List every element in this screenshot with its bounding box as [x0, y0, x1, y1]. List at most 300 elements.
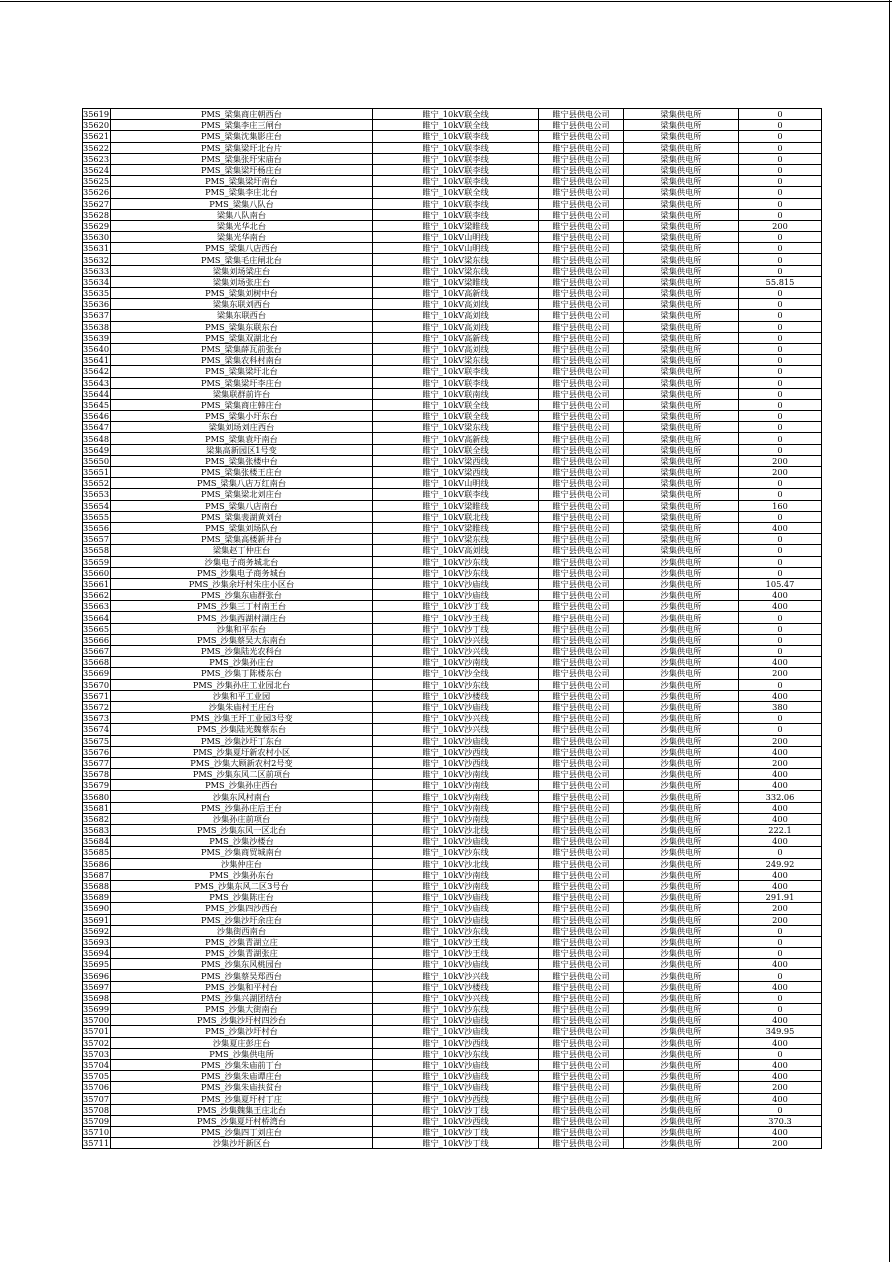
table-row [83, 321, 822, 332]
feeder-line-cell: 睢宁_10kV高新线 [373, 332, 539, 343]
station-cell: 沙集供电所 [624, 1048, 739, 1059]
row-id-cell: 35664 [83, 612, 110, 623]
row-id-cell: 35639 [83, 332, 110, 343]
capacity-cell: 0 [739, 232, 822, 243]
station-cell: 梁集供电所 [624, 321, 739, 332]
row-id-cell: 35631 [83, 243, 110, 254]
transformer-name-cell: PMS_沙集陈庄台 [111, 892, 373, 903]
capacity-cell: 0 [739, 411, 822, 422]
row-id-cell: 35649 [83, 444, 110, 455]
table-row [83, 612, 822, 623]
row-id-cell: 35693 [83, 936, 110, 947]
transformer-name-cell: PMS_沙集四沙西台 [111, 903, 373, 914]
feeder-line-cell: 睢宁_10kV沙庙线 [373, 1015, 539, 1026]
station-cell: 沙集供电所 [624, 1104, 739, 1115]
transformer-name-cell: PMS_沙集王圩工业园3号变 [111, 713, 373, 724]
row-id-cell: 35705 [83, 1071, 110, 1082]
row-id-cell: 35656 [83, 523, 110, 534]
company-cell: 睢宁县供电公司 [539, 590, 624, 601]
table-row [83, 299, 822, 310]
transformer-name-cell: PMS_梁集张楼王庄台 [111, 467, 373, 478]
table-row [83, 802, 822, 813]
station-cell: 沙集供电所 [624, 623, 739, 634]
row-id-cell: 35648 [83, 433, 110, 444]
feeder-line-cell: 睢宁_10kV高刘线 [373, 545, 539, 556]
feeder-line-cell: 睢宁_10kV梁睢线 [373, 522, 539, 533]
company-cell: 睢宁县供电公司 [539, 914, 624, 925]
feeder-line-cell: 睢宁_10kV沙楼线 [373, 981, 539, 992]
feeder-line-cell: 睢宁_10kV联全线 [373, 120, 539, 131]
row-id-cell: 35701 [83, 1026, 110, 1037]
table-row [83, 343, 822, 354]
table-row [83, 1115, 822, 1126]
station-cell: 沙集供电所 [624, 1015, 739, 1026]
feeder-line-cell: 睢宁_10kV沙西线 [373, 1115, 539, 1126]
station-cell: 梁集供电所 [624, 534, 739, 545]
capacity-cell: 0 [739, 299, 822, 310]
transformer-name-cell: PMS_沙集朱庙谭庄台 [111, 1071, 373, 1082]
feeder-line-cell: 睢宁_10kV沙南线 [373, 769, 539, 780]
capacity-cell: 400 [739, 690, 822, 701]
station-cell: 沙集供电所 [624, 959, 739, 970]
company-cell: 睢宁县供电公司 [539, 690, 624, 701]
transformer-name-cell: PMS_沙集沙楼台 [111, 836, 373, 847]
company-cell: 睢宁县供电公司 [539, 903, 624, 914]
capacity-cell: 0 [739, 310, 822, 321]
station-cell: 沙集供电所 [624, 825, 739, 836]
capacity-cell: 105.47 [739, 578, 822, 589]
capacity-cell: 0 [739, 623, 822, 634]
transformer-name-cell: PMS_沙集和平村台 [111, 981, 373, 992]
transformer-name-cell: PMS_沙集朱庙扶贫台 [111, 1082, 373, 1093]
capacity-cell: 0 [739, 209, 822, 220]
capacity-cell: 400 [739, 869, 822, 880]
transformer-name-cell: PMS_沙集孙庄后王台 [111, 802, 373, 813]
transformer-name-cell: PMS_沙集东风二区前项台 [111, 769, 373, 780]
transformer-name-cell: 梁集刘场梁庄台 [111, 265, 373, 276]
station-cell: 梁集供电所 [624, 377, 739, 388]
company-cell: 睢宁县供电公司 [539, 388, 624, 399]
table-row [83, 601, 822, 612]
company-cell: 睢宁县供电公司 [539, 153, 624, 164]
station-cell: 沙集供电所 [624, 847, 739, 858]
table-row [83, 735, 822, 746]
row-id-cell: 35676 [83, 746, 110, 757]
transformer-name-cell: 沙集夏庄彭庄台 [111, 1037, 373, 1048]
table-row [83, 1048, 822, 1059]
transformer-name-cell: PMS_沙集四丁刘庄台 [111, 1127, 373, 1138]
company-cell: 睢宁县供电公司 [539, 1115, 624, 1126]
table-row [83, 1127, 822, 1138]
company-cell: 睢宁县供电公司 [539, 813, 624, 824]
station-cell: 梁集供电所 [624, 164, 739, 175]
capacity-cell: 0 [739, 254, 822, 265]
company-cell: 睢宁县供电公司 [539, 567, 624, 578]
capacity-cell: 0 [739, 634, 822, 645]
table-row [83, 836, 822, 847]
capacity-cell: 400 [739, 813, 822, 824]
table-row [83, 478, 822, 489]
row-id-cell: 35641 [83, 355, 110, 366]
station-cell: 梁集供电所 [624, 220, 739, 231]
table-row [83, 164, 822, 175]
table-row [83, 187, 822, 198]
table-row [83, 959, 822, 970]
station-cell: 沙集供电所 [624, 757, 739, 768]
station-cell: 梁集供电所 [624, 489, 739, 500]
row-id-cell: 35627 [83, 198, 110, 209]
table-row [83, 131, 822, 142]
feeder-line-cell: 睢宁_10kV沙楼线 [373, 690, 539, 701]
capacity-cell: 0 [739, 713, 822, 724]
feeder-line-cell: 睢宁_10kV沙庙线 [373, 1059, 539, 1070]
capacity-cell: 0 [739, 444, 822, 455]
row-id-cell: 35681 [83, 802, 110, 813]
table-row [83, 858, 822, 869]
station-cell: 沙集供电所 [624, 802, 739, 813]
station-cell: 沙集供电所 [624, 578, 739, 589]
capacity-cell: 200 [739, 903, 822, 914]
company-cell: 睢宁县供电公司 [539, 1037, 624, 1048]
capacity-cell: 400 [739, 1093, 822, 1104]
feeder-line-cell: 睢宁_10kV沙南线 [373, 780, 539, 791]
capacity-cell: 55.815 [739, 276, 822, 287]
company-cell: 睢宁县供电公司 [539, 679, 624, 690]
capacity-cell: 200 [739, 668, 822, 679]
table-row [83, 1082, 822, 1093]
table-row [83, 220, 822, 231]
feeder-line-cell: 睢宁_10kV沙南线 [373, 880, 539, 891]
table-row [83, 522, 822, 533]
row-id-cell: 35711 [83, 1138, 110, 1149]
table-row [83, 422, 822, 433]
company-cell: 睢宁县供电公司 [539, 545, 624, 556]
station-cell: 梁集供电所 [624, 232, 739, 243]
station-cell: 沙集供电所 [624, 836, 739, 847]
transformer-name-cell: 沙集沙圩新区台 [111, 1138, 373, 1149]
transformer-name-cell: PMS_沙集夏圩村丁庄 [111, 1093, 373, 1104]
row-id-cell: 35643 [83, 377, 110, 388]
row-id-cell: 35710 [83, 1127, 110, 1138]
company-cell: 睢宁县供电公司 [539, 131, 624, 142]
capacity-cell: 400 [739, 601, 822, 612]
table-row [83, 556, 822, 567]
company-cell: 睢宁县供电公司 [539, 825, 624, 836]
table-row [83, 534, 822, 545]
company-cell: 睢宁县供电公司 [539, 343, 624, 354]
company-cell: 睢宁县供电公司 [539, 668, 624, 679]
transformer-name-cell: PMS_梁集梁北刘庄台 [111, 489, 373, 500]
station-cell: 沙集供电所 [624, 880, 739, 891]
feeder-line-cell: 睢宁_10kV高刘线 [373, 321, 539, 332]
row-id-cell: 35637 [83, 310, 110, 321]
capacity-cell: 291.91 [739, 892, 822, 903]
row-id-cell: 35697 [83, 981, 110, 992]
row-id-cell: 35619 [83, 109, 110, 120]
data-table [82, 108, 822, 1149]
feeder-line-cell: 睢宁_10kV山明线 [373, 243, 539, 254]
row-id-cell: 35635 [83, 288, 110, 299]
station-cell: 梁集供电所 [624, 522, 739, 533]
table-row [83, 825, 822, 836]
station-cell: 梁集供电所 [624, 411, 739, 422]
table-row [83, 679, 822, 690]
feeder-line-cell: 睢宁_10kV沙庙线 [373, 590, 539, 601]
feeder-line-cell: 睢宁_10kV沙兴线 [373, 992, 539, 1003]
row-id-cell: 35645 [83, 399, 110, 410]
company-cell: 睢宁县供电公司 [539, 1026, 624, 1037]
capacity-cell: 200 [739, 1082, 822, 1093]
transformer-name-cell: 沙集东风村南台 [111, 791, 373, 802]
capacity-cell: 332.06 [739, 791, 822, 802]
row-id-cell: 35687 [83, 869, 110, 880]
transformer-name-cell: PMS_梁集双湖北台 [111, 332, 373, 343]
table-row [83, 276, 822, 287]
capacity-cell: 0 [739, 545, 822, 556]
station-cell: 梁集供电所 [624, 265, 739, 276]
company-cell: 睢宁县供电公司 [539, 1048, 624, 1059]
table-row [83, 1104, 822, 1115]
transformer-name-cell: 沙集孙庄前项台 [111, 813, 373, 824]
capacity-cell: 0 [739, 153, 822, 164]
table-row [83, 332, 822, 343]
capacity-cell: 400 [739, 1127, 822, 1138]
company-cell: 睢宁县供电公司 [539, 556, 624, 567]
feeder-line-cell: 睢宁_10kV沙丁线 [373, 1127, 539, 1138]
capacity-cell: 200 [739, 467, 822, 478]
table-row [83, 388, 822, 399]
station-cell: 沙集供电所 [624, 1037, 739, 1048]
company-cell: 睢宁县供电公司 [539, 646, 624, 657]
capacity-cell: 200 [739, 455, 822, 466]
feeder-line-cell: 睢宁_10kV沙庙线 [373, 903, 539, 914]
feeder-line-cell: 睢宁_10kV沙全线 [373, 668, 539, 679]
transformer-name-cell: PMS_沙集孙东台 [111, 869, 373, 880]
table-row [83, 198, 822, 209]
capacity-cell: 400 [739, 880, 822, 891]
transformer-name-cell: PMS_梁集梁圩北台片 [111, 142, 373, 153]
transformer-name-cell: PMS_沙集供电所 [111, 1048, 373, 1059]
row-id-cell: 35698 [83, 992, 110, 1003]
capacity-cell: 400 [739, 522, 822, 533]
transformer-name-cell: PMS_梁集商庄朝西台 [111, 109, 373, 120]
table-row [83, 769, 822, 780]
company-cell: 睢宁县供电公司 [539, 232, 624, 243]
row-id-cell: 35662 [83, 590, 110, 601]
row-id-cell: 35694 [83, 948, 110, 959]
transformer-name-cell: 沙集和平东台 [111, 623, 373, 634]
company-cell: 睢宁县供电公司 [539, 366, 624, 377]
capacity-cell: 0 [739, 556, 822, 567]
feeder-line-cell: 睢宁_10kV联全线 [373, 411, 539, 422]
capacity-cell: 380 [739, 701, 822, 712]
station-cell: 沙集供电所 [624, 925, 739, 936]
feeder-line-cell: 睢宁_10kV沙东线 [373, 847, 539, 858]
feeder-line-cell: 睢宁_10kV沙庙线 [373, 914, 539, 925]
company-cell: 睢宁县供电公司 [539, 198, 624, 209]
table-row [83, 780, 822, 791]
feeder-line-cell: 睢宁_10kV联全线 [373, 399, 539, 410]
transformer-name-cell: PMS_梁集张圩宋庙台 [111, 153, 373, 164]
row-id-cell: 35650 [83, 455, 110, 466]
capacity-cell: 0 [739, 332, 822, 343]
transformer-name-cell: PMS_沙集大顾新农村2号变 [111, 757, 373, 768]
feeder-line-cell: 睢宁_10kV沙东线 [373, 925, 539, 936]
capacity-cell: 370.3 [739, 1115, 822, 1126]
capacity-cell: 222.1 [739, 825, 822, 836]
row-id-cell: 35629 [83, 220, 110, 231]
company-cell: 睢宁县供电公司 [539, 735, 624, 746]
transformer-name-cell: PMS_沙集朱庙前丁台 [111, 1059, 373, 1070]
station-cell: 沙集供电所 [624, 657, 739, 668]
company-cell: 睢宁县供电公司 [539, 522, 624, 533]
company-cell: 睢宁县供电公司 [539, 209, 624, 220]
table-row [83, 288, 822, 299]
row-id-cell: 35666 [83, 634, 110, 645]
transformer-name-cell: 沙集朱庙村王庄台 [111, 701, 373, 712]
feeder-line-cell: 睢宁_10kV梁东线 [373, 534, 539, 545]
table-row [83, 411, 822, 422]
company-cell: 睢宁县供电公司 [539, 970, 624, 981]
capacity-cell: 0 [739, 936, 822, 947]
station-cell: 梁集供电所 [624, 467, 739, 478]
capacity-cell: 0 [739, 724, 822, 735]
capacity-cell: 0 [739, 612, 822, 623]
transformer-name-cell: 梁集八队南台 [111, 209, 373, 220]
table-row [83, 724, 822, 735]
feeder-line-cell: 睢宁_10kV联李线 [373, 209, 539, 220]
row-id-cell: 35653 [83, 489, 110, 500]
station-cell: 梁集供电所 [624, 399, 739, 410]
table-row [83, 1071, 822, 1082]
capacity-cell: 0 [739, 478, 822, 489]
table-row [83, 948, 822, 959]
table-row [83, 500, 822, 511]
transformer-name-cell: PMS_梁集梁圩李庄台 [111, 377, 373, 388]
transformer-name-cell: 梁集东联刘西台 [111, 299, 373, 310]
feeder-line-cell: 睢宁_10kV梁东线 [373, 254, 539, 265]
transformer-name-cell: PMS_沙集沙圩村台 [111, 1026, 373, 1037]
company-cell: 睢宁县供电公司 [539, 858, 624, 869]
company-cell: 睢宁县供电公司 [539, 1127, 624, 1138]
company-cell: 睢宁县供电公司 [539, 936, 624, 947]
table-row [83, 903, 822, 914]
station-cell: 梁集供电所 [624, 198, 739, 209]
transformer-name-cell: PMS_沙集东风二区3号台 [111, 880, 373, 891]
company-cell: 睢宁县供电公司 [539, 422, 624, 433]
capacity-cell: 0 [739, 534, 822, 545]
company-cell: 睢宁县供电公司 [539, 746, 624, 757]
feeder-line-cell: 睢宁_10kV沙王线 [373, 612, 539, 623]
station-cell: 沙集供电所 [624, 701, 739, 712]
company-cell: 睢宁县供电公司 [539, 511, 624, 522]
table-row [83, 209, 822, 220]
company-cell: 睢宁县供电公司 [539, 925, 624, 936]
station-cell: 沙集供电所 [624, 869, 739, 880]
capacity-cell: 0 [739, 176, 822, 187]
transformer-name-cell: PMS_沙集沙圩余庄台 [111, 914, 373, 925]
station-cell: 梁集供电所 [624, 455, 739, 466]
company-cell: 睢宁县供电公司 [539, 1093, 624, 1104]
table-row [83, 511, 822, 522]
top-border-line [0, 1, 892, 2]
station-cell: 沙集供电所 [624, 903, 739, 914]
station-cell: 沙集供电所 [624, 612, 739, 623]
feeder-line-cell: 睢宁_10kV沙兴线 [373, 634, 539, 645]
station-cell: 梁集供电所 [624, 109, 739, 120]
table-row [83, 713, 822, 724]
row-id-cell: 35665 [83, 623, 110, 634]
transformer-name-cell: PMS_梁集裴湖黄刘台 [111, 511, 373, 522]
row-id-cell: 35658 [83, 545, 110, 556]
feeder-line-cell: 睢宁_10kV沙南线 [373, 813, 539, 824]
capacity-cell: 200 [739, 1138, 822, 1149]
company-cell: 睢宁县供电公司 [539, 299, 624, 310]
feeder-line-cell: 睢宁_10kV沙庙线 [373, 1082, 539, 1093]
feeder-line-cell: 睢宁_10kV联李线 [373, 153, 539, 164]
feeder-line-cell: 睢宁_10kV沙庙线 [373, 959, 539, 970]
table-row [83, 634, 822, 645]
station-cell: 梁集供电所 [624, 366, 739, 377]
transformer-name-cell: PMS_梁集梁圩北台 [111, 366, 373, 377]
company-cell: 睢宁县供电公司 [539, 802, 624, 813]
transformer-name-cell: PMS_沙集陆光魏蔡东台 [111, 724, 373, 735]
station-cell: 沙集供电所 [624, 858, 739, 869]
company-cell: 睢宁县供电公司 [539, 1071, 624, 1082]
transformer-name-cell: PMS_梁集八店南台 [111, 500, 373, 511]
row-id-cell: 35628 [83, 209, 110, 220]
capacity-cell: 400 [739, 1015, 822, 1026]
company-cell: 睢宁县供电公司 [539, 433, 624, 444]
capacity-cell: 0 [739, 646, 822, 657]
transformer-name-cell: 梁集光华南台 [111, 232, 373, 243]
feeder-line-cell: 睢宁_10kV沙丁线 [373, 623, 539, 634]
table-row [83, 399, 822, 410]
feeder-line-cell: 睢宁_10kV高新线 [373, 433, 539, 444]
table-row [83, 925, 822, 936]
transformer-name-cell: PMS_沙集兴湖团结台 [111, 992, 373, 1003]
capacity-cell: 200 [739, 735, 822, 746]
station-cell: 梁集供电所 [624, 444, 739, 455]
station-cell: 沙集供电所 [624, 1115, 739, 1126]
capacity-cell: 0 [739, 243, 822, 254]
feeder-line-cell: 睢宁_10kV沙兴线 [373, 646, 539, 657]
row-id-cell: 35677 [83, 757, 110, 768]
company-cell: 睢宁县供电公司 [539, 355, 624, 366]
company-cell: 睢宁县供电公司 [539, 657, 624, 668]
transformer-name-cell: PMS_沙集蔡吴大东南台 [111, 634, 373, 645]
station-cell: 梁集供电所 [624, 545, 739, 556]
transformer-name-cell: PMS_梁集小圩东台 [111, 411, 373, 422]
station-cell: 沙集供电所 [624, 892, 739, 903]
station-cell: 沙集供电所 [624, 981, 739, 992]
table-row [83, 120, 822, 131]
feeder-line-cell: 睢宁_10kV沙北线 [373, 825, 539, 836]
feeder-line-cell: 睢宁_10kV沙东线 [373, 1004, 539, 1015]
feeder-line-cell: 睢宁_10kV沙东线 [373, 1048, 539, 1059]
row-id-cell: 35642 [83, 366, 110, 377]
row-id-cell: 35636 [83, 299, 110, 310]
row-id-cell: 35678 [83, 769, 110, 780]
row-id-cell: 35621 [83, 131, 110, 142]
company-cell: 睢宁县供电公司 [539, 276, 624, 287]
company-cell: 睢宁县供电公司 [539, 880, 624, 891]
feeder-line-cell: 睢宁_10kV梁西线 [373, 455, 539, 466]
company-cell: 睢宁县供电公司 [539, 892, 624, 903]
row-id-cell: 35706 [83, 1082, 110, 1093]
capacity-cell: 200 [739, 914, 822, 925]
station-cell: 沙集供电所 [624, 690, 739, 701]
